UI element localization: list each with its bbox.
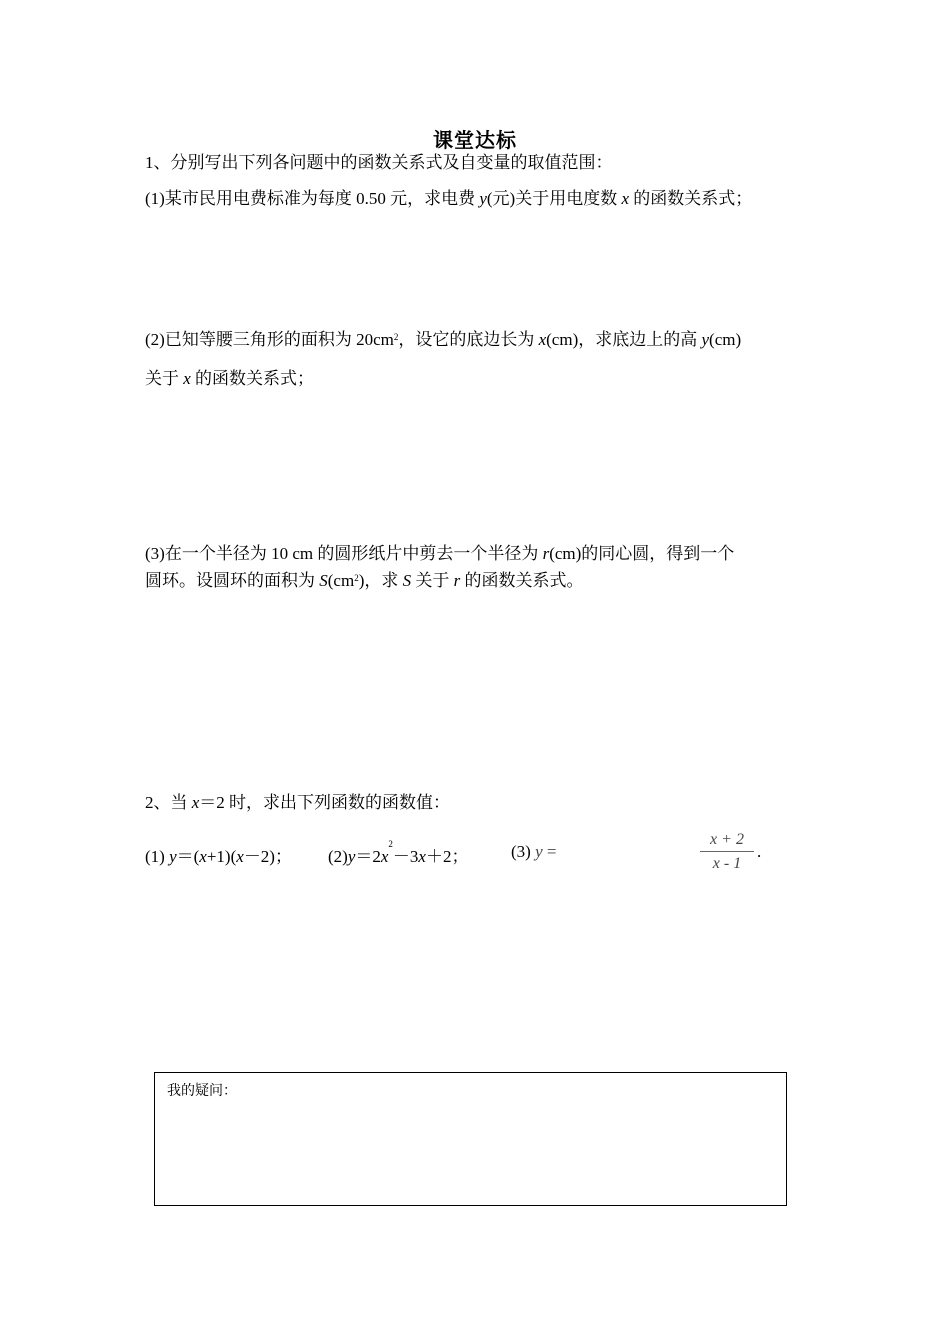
function-3-label: (3) y = (511, 842, 557, 861)
function-3-end: . (757, 842, 762, 861)
question-1-part-2: (2)已知等腰三角形的面积为 $20cm^2$，设它的底边长为 x(cm)，求底边上的高 y(cm) (145, 330, 742, 349)
function-1: (1) y＝(x+1)(x－2)； (145, 847, 292, 866)
fraction-numerator: x + 2 (710, 831, 744, 848)
question-1-part-3: (3)在一个半径为 10 cm 的圆形纸片中剪去一个半径为 r(cm)的同心圆，得到一个 (145, 544, 735, 563)
page-title: 课堂达标 (433, 128, 517, 152)
my-questions-label: 我的疑问： (167, 1084, 237, 1099)
question-1-intro: 1、分别写出下列各问题中的函数关系式及自变量的取值范围： (145, 153, 613, 172)
function-3-fraction (700, 830, 754, 874)
question-2-intro: 2、当 x＝2 时，求出下列函数的函数值： (145, 793, 451, 812)
my-questions-box[interactable] (154, 1072, 787, 1206)
question-1-part-3-cont: 圆环。设圆环的面积为 $S(cm^2)$，求 S 关于 r 的函数关系式。 (145, 571, 584, 590)
function-2: $(2)y=2x^2-3x+2$； (328, 839, 469, 866)
fraction-bar (700, 851, 754, 852)
question-1-part-1: (1)某市民用电费标准为每度 0.50 元，求电费 y(元)关于用电度数 x 的函数关系式； (145, 189, 753, 208)
question-1-part-2-cont: 关于 x 的函数关系式； (145, 369, 315, 388)
fraction-denominator: x - 1 (712, 855, 742, 872)
